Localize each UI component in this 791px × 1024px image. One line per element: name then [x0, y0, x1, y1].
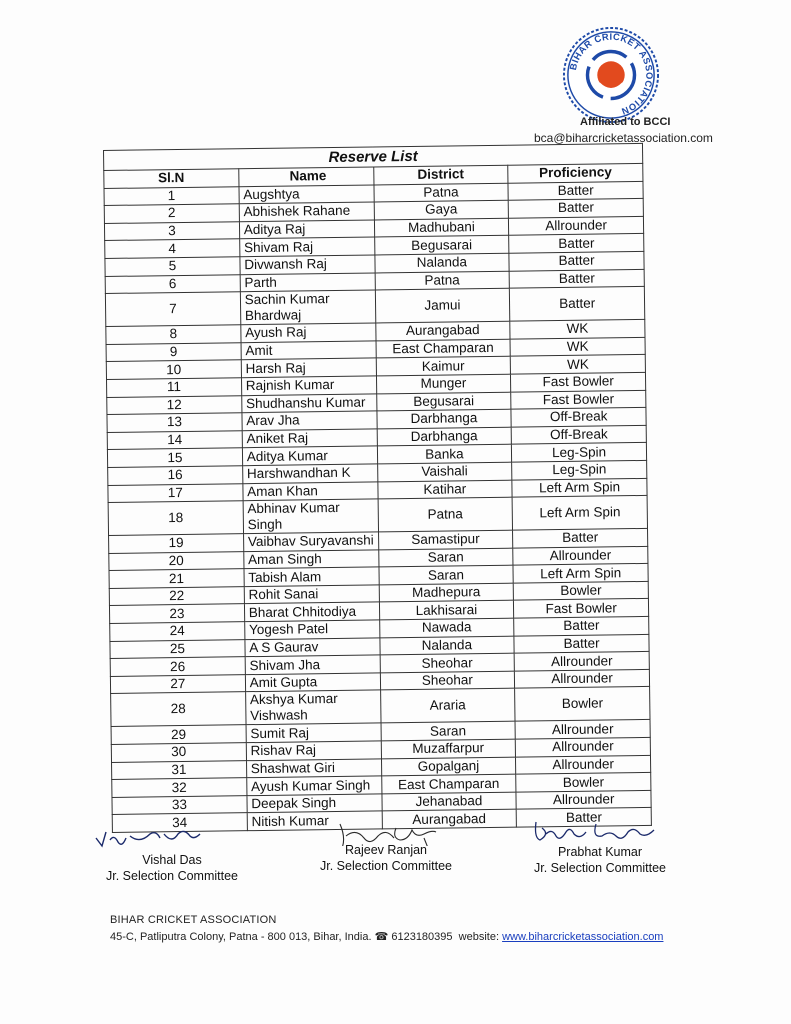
row-proficiency-cell: Leg-Spin [512, 460, 647, 479]
logo-ring-text: BIHAR CRICKET ASSOCIATION [568, 31, 655, 117]
row-district-cell: Gopalganj [381, 757, 516, 776]
row-proficiency-cell: Left Arm Spin [513, 564, 648, 583]
row-sl-cell: 11 [107, 378, 242, 397]
row-sl-cell: 29 [111, 725, 246, 744]
row-proficiency-cell: Allrounder [513, 546, 648, 565]
row-name-cell: Sachin Kumar Bhardwaj [240, 290, 375, 325]
row-proficiency-cell: Bowler [516, 773, 651, 792]
row-sl-cell: 1 [104, 186, 239, 205]
row-name-cell: Rohit Sanai [244, 585, 379, 604]
row-proficiency-cell: Fast Bowler [511, 372, 646, 391]
row-sl-cell: 24 [110, 622, 245, 641]
row-proficiency-cell: Bowler [515, 687, 650, 722]
row-name-cell: Shashwat Giri [246, 759, 381, 778]
row-sl-cell: 14 [107, 430, 242, 449]
row-district-cell: Banka [377, 444, 512, 463]
row-sl-cell: 30 [111, 743, 246, 762]
row-sl-cell: 4 [105, 239, 240, 258]
row-proficiency-cell: Off-Break [511, 425, 646, 444]
affiliation-text: Affiliated to BCCI [580, 116, 671, 128]
row-sl-cell: 32 [112, 778, 247, 797]
row-sl-cell: 15 [107, 448, 242, 467]
row-sl-cell: 31 [112, 760, 247, 779]
row-name-cell: Ayush Raj [241, 323, 376, 342]
row-district-cell: Sheohar [380, 653, 515, 672]
row-district-cell: Patna [378, 497, 513, 532]
row-name-cell: Deepak Singh [247, 794, 382, 813]
reserve-list-table [103, 143, 652, 833]
row-name-cell: Amit [241, 341, 376, 360]
row-proficiency-cell: Off-Break [511, 408, 646, 427]
row-district-cell: Muzaffarpur [381, 739, 516, 758]
signature-block-2 [306, 820, 466, 874]
row-proficiency-cell: Allrounder [516, 755, 651, 774]
column-header-district: District [373, 165, 508, 184]
row-district-cell: Munger [376, 374, 511, 393]
table-title: Reserve List [104, 143, 643, 170]
row-district-cell: Madhubani [374, 218, 509, 237]
row-sl-cell: 9 [106, 342, 241, 361]
row-sl-cell: 25 [110, 639, 245, 658]
row-sl-cell: 22 [109, 587, 244, 606]
row-name-cell: Aman Singh [244, 550, 379, 569]
row-proficiency-cell: Allrounder [514, 652, 649, 671]
row-name-cell: Augshtya [239, 185, 374, 204]
row-proficiency-cell: Bowler [513, 581, 648, 600]
row-district-cell: Sheohar [380, 671, 515, 690]
row-sl-cell: 17 [108, 483, 243, 502]
footer-contact-line [110, 929, 663, 946]
bca-logo [562, 26, 660, 124]
row-name-cell: Abhinav Kumar Singh [243, 499, 378, 534]
row-district-cell: Kaimur [376, 357, 511, 376]
row-proficiency-cell: Batter [514, 616, 649, 635]
row-name-cell: Rishav Raj [246, 741, 381, 760]
row-district-cell: Saran [378, 565, 513, 584]
signatory-name-3: Prabhat Kumar [557, 845, 643, 859]
phone-icon: ☎ [374, 931, 389, 943]
signature-block-3 [520, 818, 680, 876]
row-proficiency-cell: Left Arm Spin [512, 496, 647, 531]
footer-phone: 6123180395 [391, 931, 453, 943]
row-sl-cell: 34 [112, 813, 247, 832]
row-name-cell: Akshya Kumar Vishwash [245, 690, 380, 725]
row-district-cell: Samastipur [378, 530, 513, 549]
row-district-cell: Nawada [379, 618, 514, 637]
row-district-cell: Madhepura [379, 583, 514, 602]
row-district-cell: Nalanda [374, 253, 509, 272]
row-district-cell: Jamui [375, 288, 510, 323]
row-name-cell: Nitish Kumar [247, 811, 382, 830]
row-district-cell: Begusarai [374, 236, 509, 255]
row-name-cell: Rajnish Kumar [241, 376, 376, 395]
row-sl-cell: 2 [104, 204, 239, 223]
row-proficiency-cell: Allrounder [515, 737, 650, 756]
row-name-cell: Parth [240, 273, 375, 292]
row-district-cell: Jehanabad [381, 792, 516, 811]
footer-website-link[interactable]: www.biharcricketassociation.com [502, 931, 664, 943]
contact-email: bca@biharcricketassociation.com [534, 131, 713, 145]
row-proficiency-cell: Allrounder [515, 669, 650, 688]
row-sl-cell: 26 [110, 657, 245, 676]
row-name-cell: Tabish Alam [244, 567, 379, 586]
row-sl-cell: 18 [108, 501, 243, 536]
row-name-cell: Arav Jha [242, 411, 377, 430]
footer-org-name: BIHAR CRICKET ASSOCIATION [110, 914, 277, 926]
row-district-cell: Darbhanga [377, 427, 512, 446]
row-proficiency-cell: Batter [509, 251, 644, 270]
row-name-cell: Shudhanshu Kumar [241, 393, 376, 412]
row-proficiency-cell: Fast Bowler [511, 390, 646, 409]
row-name-cell: Yogesh Patel [244, 620, 379, 639]
row-name-cell: Aditya Raj [239, 220, 374, 239]
row-proficiency-cell: Batter [514, 634, 649, 653]
row-sl-cell: 7 [105, 292, 240, 327]
row-sl-cell: 21 [109, 569, 244, 588]
row-district-cell: Saran [381, 722, 516, 741]
row-proficiency-cell: WK [510, 320, 645, 339]
row-district-cell: Araria [380, 689, 515, 724]
row-name-cell: Amit Gupta [245, 673, 380, 692]
row-proficiency-cell: Batter [508, 181, 643, 200]
row-district-cell: East Champaran [381, 774, 516, 793]
footer-address: 45-C, Patliputra Colony, Patna - 800 013, Bihar, India. [110, 931, 372, 943]
row-name-cell: Aditya Kumar [242, 446, 377, 465]
row-sl-cell: 20 [109, 551, 244, 570]
row-sl-cell: 27 [110, 675, 245, 694]
row-sl-cell: 8 [106, 325, 241, 344]
footer-website-label: website: [458, 931, 500, 943]
signatory-role-2: Jr. Selection Committee [320, 859, 452, 873]
row-proficiency-cell: Batter [509, 234, 644, 253]
footer [110, 912, 663, 946]
signatory-role-3: Jr. Selection Committee [534, 861, 666, 875]
row-proficiency-cell: WK [510, 337, 645, 356]
column-header-name: Name [239, 167, 374, 186]
column-header-proficiency: Proficiency [508, 163, 643, 182]
column-header-sl: Sl.N [104, 169, 239, 188]
row-name-cell: Aman Khan [243, 481, 378, 500]
row-district-cell: Aurangabad [375, 321, 510, 340]
row-district-cell: Gaya [374, 200, 509, 219]
row-proficiency-cell: Left Arm Spin [512, 478, 647, 497]
row-name-cell: Shivam Raj [239, 237, 374, 256]
row-district-cell: East Champaran [376, 339, 511, 358]
row-proficiency-cell: Fast Bowler [514, 599, 649, 618]
signatory-name-2: Rajeev Ranjan [345, 843, 427, 857]
row-name-cell: A S Gaurav [245, 638, 380, 657]
signature-block-1 [92, 826, 252, 884]
row-sl-cell: 19 [109, 534, 244, 553]
reserve-list-sheet [103, 143, 652, 830]
row-name-cell: Divwansh Raj [240, 255, 375, 274]
signatory-role-1: Jr. Selection Committee [106, 869, 238, 883]
signature-image-3 [530, 818, 680, 844]
row-name-cell: Abhishek Rahane [239, 202, 374, 221]
row-sl-cell: 3 [104, 222, 239, 241]
row-district-cell: Nalanda [379, 636, 514, 655]
row-sl-cell: 12 [107, 395, 242, 414]
row-district-cell: Patna [375, 271, 510, 290]
row-name-cell: Bharat Chhitodiya [244, 602, 379, 621]
signatory-name-1: Vishal Das [142, 853, 202, 867]
row-proficiency-cell: Allrounder [509, 216, 644, 235]
row-district-cell: Saran [378, 548, 513, 567]
row-proficiency-cell: Batter [508, 199, 643, 218]
row-name-cell: Harshwandhan K [242, 464, 377, 483]
row-name-cell: Harsh Raj [241, 358, 376, 377]
row-name-cell: Ayush Kumar Singh [246, 776, 381, 795]
row-district-cell: Darbhanga [376, 409, 511, 428]
row-proficiency-cell: Leg-Spin [512, 443, 647, 462]
row-name-cell: Vaibhav Suryavanshi [243, 532, 378, 551]
row-sl-cell: 33 [112, 795, 247, 814]
row-sl-cell: 23 [109, 604, 244, 623]
row-district-cell: Aurangabad [382, 810, 517, 829]
row-sl-cell: 5 [105, 257, 240, 276]
row-name-cell: Sumit Raj [246, 723, 381, 742]
row-proficiency-cell: Batter [513, 528, 648, 547]
row-proficiency-cell: WK [510, 355, 645, 374]
row-sl-cell: 13 [107, 413, 242, 432]
row-proficiency-cell: Batter [516, 808, 651, 827]
row-name-cell: Shivam Jha [245, 655, 380, 674]
row-proficiency-cell: Batter [509, 269, 644, 288]
row-name-cell: Aniket Raj [242, 429, 377, 448]
row-proficiency-cell: Batter [510, 287, 645, 322]
row-sl-cell: 16 [108, 466, 243, 485]
row-sl-cell: 28 [111, 692, 246, 727]
row-district-cell: Vaishali [377, 462, 512, 481]
row-sl-cell: 6 [105, 274, 240, 293]
row-district-cell: Patna [373, 183, 508, 202]
row-proficiency-cell: Allrounder [515, 720, 650, 739]
row-district-cell: Katihar [377, 480, 512, 499]
signature-image-1 [92, 826, 212, 852]
row-sl-cell: 10 [106, 360, 241, 379]
row-proficiency-cell: Allrounder [516, 790, 651, 809]
row-district-cell: Begusarai [376, 392, 511, 411]
row-district-cell: Lakhisarai [379, 601, 514, 620]
